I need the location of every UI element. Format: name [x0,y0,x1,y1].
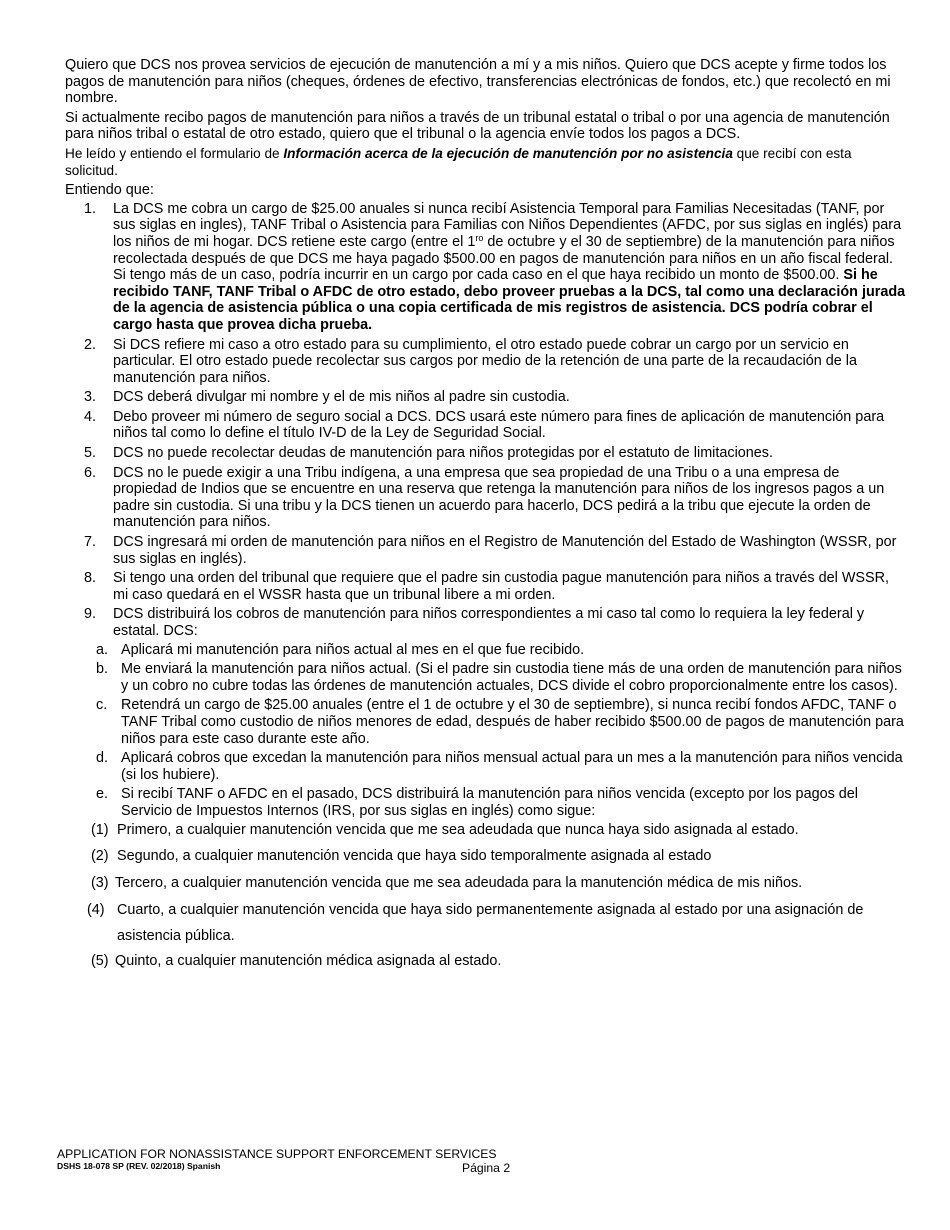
ack-form-title: Información acerca de la ejecución de manutención por no asistencia [283,145,733,161]
paragraph-payments: Si actualmente recibo pagos de manutención para niños a través de un tribunal estatal o tribal o por una agencia de manutención para niños tribal o estatal de otro estado, quiero que el tribunal o la agencia envíe todos los pagos a DCS. [65,109,890,143]
item-bold-text: Si he recibido TANF, TANF Tribal o AFDC de otro estado, debo proveer pruebas a la DCS, tal como una declaración jurada de la agencia de asistencia pública o una copia certificada de mis registros de asistencia. DCS podría cobrar el cargo hasta que provea dicha prueba. [113,267,906,333]
arrears-text: Primero, a cualquier manutención vencida que me sea adeudada que nunca haya sido asignada al estado. [117,821,799,838]
item-text: DCS distribuirá los cobros de manutención para niños correspondientes a mi caso tal como lo requiera la ley federal y estatal. DCS: [113,606,865,639]
arrears-number: (3) [91,874,109,891]
list-item [65,534,907,567]
ack-text-pre: He leído y entiendo el formulario de [65,145,284,161]
arrears-number: (4) [87,902,105,919]
item-text: DCS deberá divulgar mi nombre y el de mis niños al padre sin custodia. [113,389,570,406]
sub-list-item [93,661,907,694]
arrears-text: Cuarto, a cualquier manutención vencida que haya sido permanentemente asignada al estado por una asignación de asistencia pública. [117,902,864,945]
ack-text-post: que recibí con esta solicitud. [65,145,852,178]
arrears-number: (2) [91,848,109,865]
item-number: 3. [84,389,97,406]
arrears-text: Quinto, a cualquier manutención médica asignada al estado. [115,953,502,970]
arrears-order-list [87,821,907,970]
sub-list-item [87,786,907,970]
item-number: 5. [84,445,97,462]
list-item [65,465,907,531]
item-text: Si DCS refiere mi caso a otro estado para su cumplimiento, el otro estado puede cobrar un cargo por un servicio en particular. El otro estado puede recolectar sus cargos por medio de la retención de una parte de la recaudación de la manutención para niños. [113,336,857,386]
item-number: 1. [84,200,97,217]
list-item [65,570,907,603]
sub-list-item [93,750,907,783]
arrears-text: Segundo, a cualquier manutención vencida que haya sido temporalmente asignada al estado [117,848,712,865]
list-item [65,389,907,406]
form-number: DSHS 18-078 SP (REV. 02/2018) Spanish [57,1161,221,1171]
sub-item-letter: c. [96,697,108,714]
arrears-number: (5) [91,953,109,970]
sub-item-text: Retendrá un cargo de $25.00 anuales (entre el 1 de octubre y el 30 de septiembre), si nunca recibí fondos AFDC, TANF o TANF Tribal como custodio de niños menores de edad, después de haber recibido $500.00 de pagos de manutención para niños para este caso durante este año. [121,697,904,747]
sub-list-item [93,697,907,747]
list-item [65,606,907,970]
item-number: 4. [84,408,97,425]
paragraph-request: Quiero que DCS nos provea servicios de ejecución de manutención a mí y a mis niños. Quiero que DCS acepte y firme todos los pagos de manutención para niños (cheques, órdenes de efectivo, transferencias electrónicas de fondos, etc.) que recolectó en mi nombre. [65,57,891,107]
arrears-number: (1) [91,821,109,838]
item-text-cont: de octubre y el 30 de septiembre) de la manutención para niños recolectada después de que DCS me haya pagado $500.00 en pagos de manutención para niños en un año fiscal federal. Si tengo más de un caso, podría incurrir en un cargo por cada caso en el que haya recibido un monto de $500.00. [113,233,895,284]
distribution-list [87,641,907,970]
item-text: DCS no puede recolectar deudas de manutención para niños protegidas por el estatuto de limitaciones. [113,445,773,462]
sub-item-text: Me enviará la manutención para niños actual. (Si el padre sin custodia tiene más de una orden de manutención para niños y un cobro no cubre todas las órdenes de manutención actuales, DCS divide el cobro proporcionalmente entre los casos). [121,661,902,694]
item-number: 7. [84,534,97,551]
list-item [65,409,907,442]
item-number: 9. [84,606,97,623]
arrears-text: Tercero, a cualquier manutención vencida que me sea adeudada para la manutención médica de mis niños. [115,874,803,891]
item-text: DCS no le puede exigir a una Tribu indígena, a una empresa que sea propiedad de una Tribu o a una empresa de propiedad de Indios que se encuentre en una reserva que retenga la manutención para niños de los ingresos pagos a un padre sin custodia. Si una tribu y la DCS tienen un acuerdo para hacerlo, DCS pedirá a la tribu que ejecute la orden de manutención para niños. [113,464,885,531]
sub-list-item [93,642,907,659]
item-number: 8. [84,570,97,587]
sub-item-text: Aplicará mi manutención para niños actual al mes en el que fue recibido. [121,641,585,658]
paragraph-acknowledgement [65,146,907,179]
document-body [65,57,907,973]
arrears-item [91,822,907,839]
page-footer [57,1147,657,1175]
item-text: Debo proveer mi número de seguro social a DCS. DCS usará este número para fines de aplicación de manutención para niños tal como lo define el título IV-D de la Ley de Seguridad Social. [113,408,885,442]
arrears-item [87,897,907,949]
arrears-item [91,848,907,865]
list-item [65,445,907,462]
sub-item-text: Si recibí TANF o AFDC en el pasado, DCS distribuirá la manutención para niños vencida (excepto por los pagos del Servicio de Impuestos Internos (IRS, por sus siglas en inglés) como sigue: [121,786,858,819]
item-text: DCS ingresará mi orden de manutención para niños en el Registro de Manutención del Estado de Washington (WSSR, por sus siglas en inglés). [113,534,897,567]
page-number: Página 2 [462,1161,511,1175]
list-item [65,337,907,387]
terms-list [65,201,907,970]
ordinal-superscript: ro [475,232,484,243]
paragraph-understand: Entiendo que: [65,182,154,199]
form-title: APPLICATION FOR NONASSISTANCE SUPPORT ENFORCEMENT SERVICES [57,1147,497,1161]
sub-item-letter: b. [96,661,109,678]
sub-item-text: Aplicará cobros que excedan la manutención para niños mensual actual para un mes a la manutención para niños vencida (si los hubiere). [121,750,903,783]
sub-item-letter: d. [96,750,109,767]
item-number: 6. [84,464,97,481]
arrears-item [91,875,907,892]
item-number: 2. [84,336,97,353]
sub-item-letter: e. [96,786,109,803]
item-text: La DCS me cobra un cargo de $25.00 anuales si nunca recibí Asistencia Temporal para Familias Necesitadas (TANF, por sus siglas en ingles), TANF Tribal o Asistencia para Familias con Niños Dependientes (AFDC, por sus siglas en inglés) para los niños de mi hogar. DCS retiene este cargo (entre el 1 [113,200,902,250]
arrears-item [91,953,907,970]
sub-item-letter: a. [96,641,109,658]
list-item [65,201,907,334]
item-text: Si tengo una orden del tribunal que requiere que el padre sin custodia pague manutención para niños a través del WSSR, mi caso quedará en el WSSR hasta que un tribunal libere a mi orden. [113,570,889,603]
